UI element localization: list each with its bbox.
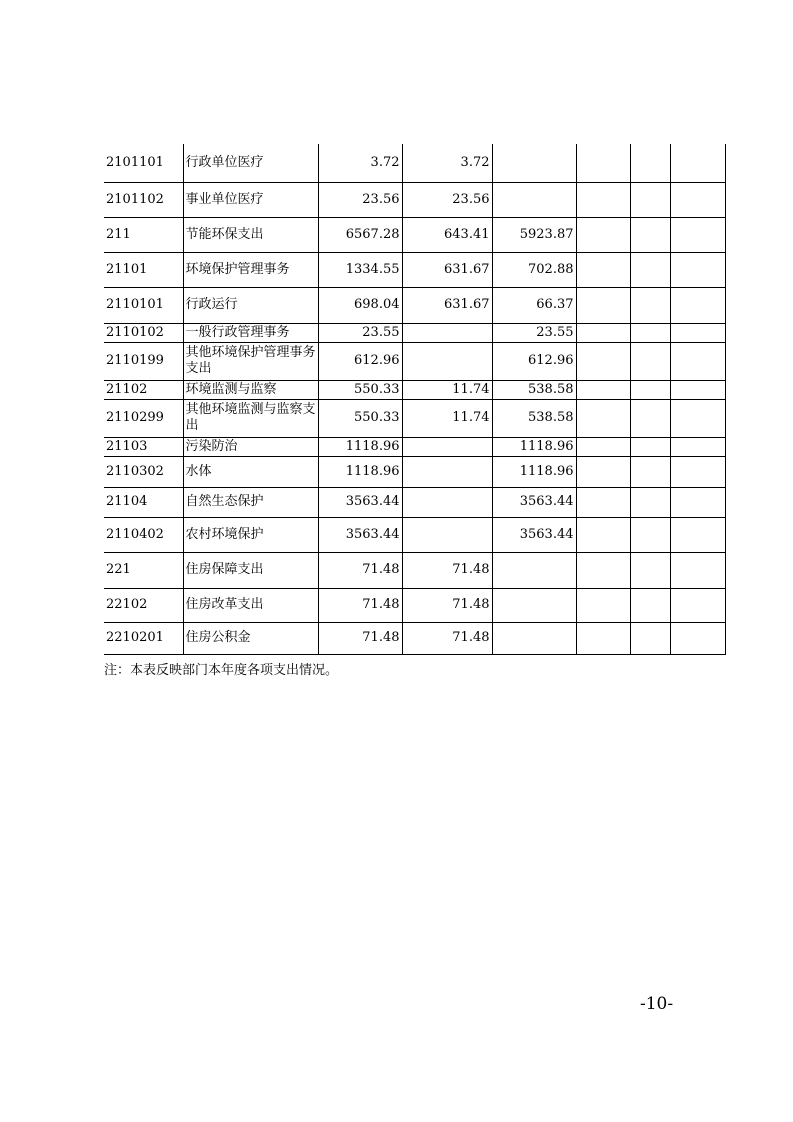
name-cell: 农村环境保护 bbox=[183, 517, 318, 552]
empty-cell bbox=[670, 487, 725, 517]
empty-cell bbox=[630, 182, 670, 217]
project-cell bbox=[492, 552, 576, 588]
empty-cell bbox=[630, 588, 670, 622]
empty-cell bbox=[576, 287, 630, 323]
table-row bbox=[104, 380, 725, 399]
project-cell: 1118.96 bbox=[492, 456, 576, 487]
empty-cell bbox=[630, 380, 670, 399]
name-cell: 节能环保支出 bbox=[183, 217, 318, 252]
total-cell: 71.48 bbox=[318, 552, 402, 588]
project-cell: 538.58 bbox=[492, 380, 576, 399]
name-cell: 住房公积金 bbox=[183, 622, 318, 654]
total-cell: 23.56 bbox=[318, 182, 402, 217]
project-cell: 1118.96 bbox=[492, 437, 576, 456]
table-row bbox=[104, 517, 725, 552]
name-cell: 住房保障支出 bbox=[183, 552, 318, 588]
table-row bbox=[104, 217, 725, 252]
empty-cell bbox=[670, 287, 725, 323]
code-cell: 221 bbox=[104, 552, 183, 588]
project-cell: 66.37 bbox=[492, 287, 576, 323]
table-row bbox=[104, 487, 725, 517]
basic-cell bbox=[402, 517, 492, 552]
table-row bbox=[104, 552, 725, 588]
empty-cell bbox=[576, 517, 630, 552]
empty-cell bbox=[576, 342, 630, 380]
name-cell: 其他环境保护管理事务支出 bbox=[183, 342, 318, 380]
empty-cell bbox=[630, 144, 670, 182]
total-cell: 3563.44 bbox=[318, 517, 402, 552]
table-row bbox=[104, 588, 725, 622]
empty-cell bbox=[670, 437, 725, 456]
total-cell: 71.48 bbox=[318, 588, 402, 622]
empty-cell bbox=[576, 144, 630, 182]
code-cell: 21101 bbox=[104, 252, 183, 287]
code-cell: 2210201 bbox=[104, 622, 183, 654]
name-cell: 自然生态保护 bbox=[183, 487, 318, 517]
total-cell: 550.33 bbox=[318, 399, 402, 437]
table-row bbox=[104, 252, 725, 287]
empty-cell bbox=[576, 399, 630, 437]
basic-cell bbox=[402, 487, 492, 517]
empty-cell bbox=[630, 552, 670, 588]
table-row bbox=[104, 342, 725, 380]
total-cell: 6567.28 bbox=[318, 217, 402, 252]
empty-cell bbox=[630, 217, 670, 252]
code-cell: 2110101 bbox=[104, 287, 183, 323]
name-cell: 环境监测与监察 bbox=[183, 380, 318, 399]
empty-cell bbox=[576, 182, 630, 217]
project-cell bbox=[492, 588, 576, 622]
project-cell: 23.55 bbox=[492, 323, 576, 342]
empty-cell bbox=[576, 252, 630, 287]
empty-cell bbox=[670, 517, 725, 552]
code-cell: 21104 bbox=[104, 487, 183, 517]
empty-cell bbox=[670, 588, 725, 622]
code-cell: 2101101 bbox=[104, 144, 183, 182]
basic-cell: 71.48 bbox=[402, 588, 492, 622]
total-cell: 1118.96 bbox=[318, 456, 402, 487]
code-cell: 2101102 bbox=[104, 182, 183, 217]
table-row bbox=[104, 323, 725, 342]
name-cell: 水体 bbox=[183, 456, 318, 487]
basic-cell: 631.67 bbox=[402, 287, 492, 323]
basic-cell: 71.48 bbox=[402, 622, 492, 654]
empty-cell bbox=[576, 588, 630, 622]
basic-cell bbox=[402, 456, 492, 487]
project-cell bbox=[492, 182, 576, 217]
name-cell: 污染防治 bbox=[183, 437, 318, 456]
empty-cell bbox=[670, 144, 725, 182]
project-cell: 702.88 bbox=[492, 252, 576, 287]
project-cell bbox=[492, 622, 576, 654]
name-cell: 环境保护管理事务 bbox=[183, 252, 318, 287]
empty-cell bbox=[630, 517, 670, 552]
code-cell: 22102 bbox=[104, 588, 183, 622]
basic-cell: 23.56 bbox=[402, 182, 492, 217]
basic-cell bbox=[402, 323, 492, 342]
basic-cell: 631.67 bbox=[402, 252, 492, 287]
empty-cell bbox=[576, 380, 630, 399]
empty-cell bbox=[630, 437, 670, 456]
empty-cell bbox=[670, 252, 725, 287]
code-cell: 21103 bbox=[104, 437, 183, 456]
basic-cell: 11.74 bbox=[402, 399, 492, 437]
table-row bbox=[104, 287, 725, 323]
code-cell: 2110102 bbox=[104, 323, 183, 342]
code-cell: 2110302 bbox=[104, 456, 183, 487]
name-cell: 一般行政管理事务 bbox=[183, 323, 318, 342]
basic-cell: 643.41 bbox=[402, 217, 492, 252]
empty-cell bbox=[630, 399, 670, 437]
project-cell: 3563.44 bbox=[492, 517, 576, 552]
table-row bbox=[104, 437, 725, 456]
table-note: 注：本表反映部门本年度各项支出情况。 bbox=[104, 663, 339, 678]
empty-cell bbox=[670, 380, 725, 399]
code-cell: 2110299 bbox=[104, 399, 183, 437]
total-cell: 550.33 bbox=[318, 380, 402, 399]
empty-cell bbox=[576, 487, 630, 517]
page-number: -10- bbox=[640, 994, 674, 1014]
total-cell: 3.72 bbox=[318, 144, 402, 182]
empty-cell bbox=[670, 342, 725, 380]
total-cell: 1118.96 bbox=[318, 437, 402, 456]
name-cell: 住房改革支出 bbox=[183, 588, 318, 622]
basic-cell: 3.72 bbox=[402, 144, 492, 182]
total-cell: 698.04 bbox=[318, 287, 402, 323]
table-row bbox=[104, 182, 725, 217]
empty-cell bbox=[630, 323, 670, 342]
code-cell: 2110402 bbox=[104, 517, 183, 552]
basic-cell: 11.74 bbox=[402, 380, 492, 399]
project-cell bbox=[492, 144, 576, 182]
expenditure-table bbox=[104, 144, 726, 655]
empty-cell bbox=[576, 456, 630, 487]
empty-cell bbox=[670, 399, 725, 437]
empty-cell bbox=[576, 552, 630, 588]
name-cell: 其他环境监测与监察支出 bbox=[183, 399, 318, 437]
basic-cell: 71.48 bbox=[402, 552, 492, 588]
empty-cell bbox=[670, 182, 725, 217]
project-cell: 612.96 bbox=[492, 342, 576, 380]
empty-cell bbox=[576, 437, 630, 456]
empty-cell bbox=[630, 622, 670, 654]
basic-cell bbox=[402, 342, 492, 380]
total-cell: 612.96 bbox=[318, 342, 402, 380]
empty-cell bbox=[630, 252, 670, 287]
name-cell: 行政运行 bbox=[183, 287, 318, 323]
basic-cell bbox=[402, 437, 492, 456]
empty-cell bbox=[630, 456, 670, 487]
name-cell: 行政单位医疗 bbox=[183, 144, 318, 182]
table-row bbox=[104, 399, 725, 437]
table-row bbox=[104, 144, 725, 182]
table-row bbox=[104, 456, 725, 487]
name-cell: 事业单位医疗 bbox=[183, 182, 318, 217]
empty-cell bbox=[670, 323, 725, 342]
empty-cell bbox=[576, 622, 630, 654]
project-cell: 3563.44 bbox=[492, 487, 576, 517]
project-cell: 538.58 bbox=[492, 399, 576, 437]
table-row bbox=[104, 622, 725, 654]
table-body bbox=[104, 144, 725, 654]
empty-cell bbox=[670, 622, 725, 654]
total-cell: 71.48 bbox=[318, 622, 402, 654]
total-cell: 1334.55 bbox=[318, 252, 402, 287]
empty-cell bbox=[670, 552, 725, 588]
empty-cell bbox=[576, 217, 630, 252]
total-cell: 3563.44 bbox=[318, 487, 402, 517]
code-cell: 2110199 bbox=[104, 342, 183, 380]
empty-cell bbox=[630, 287, 670, 323]
empty-cell bbox=[630, 342, 670, 380]
total-cell: 23.55 bbox=[318, 323, 402, 342]
empty-cell bbox=[670, 217, 725, 252]
empty-cell bbox=[630, 487, 670, 517]
code-cell: 21102 bbox=[104, 380, 183, 399]
empty-cell bbox=[576, 323, 630, 342]
empty-cell bbox=[670, 456, 725, 487]
project-cell: 5923.87 bbox=[492, 217, 576, 252]
code-cell: 211 bbox=[104, 217, 183, 252]
